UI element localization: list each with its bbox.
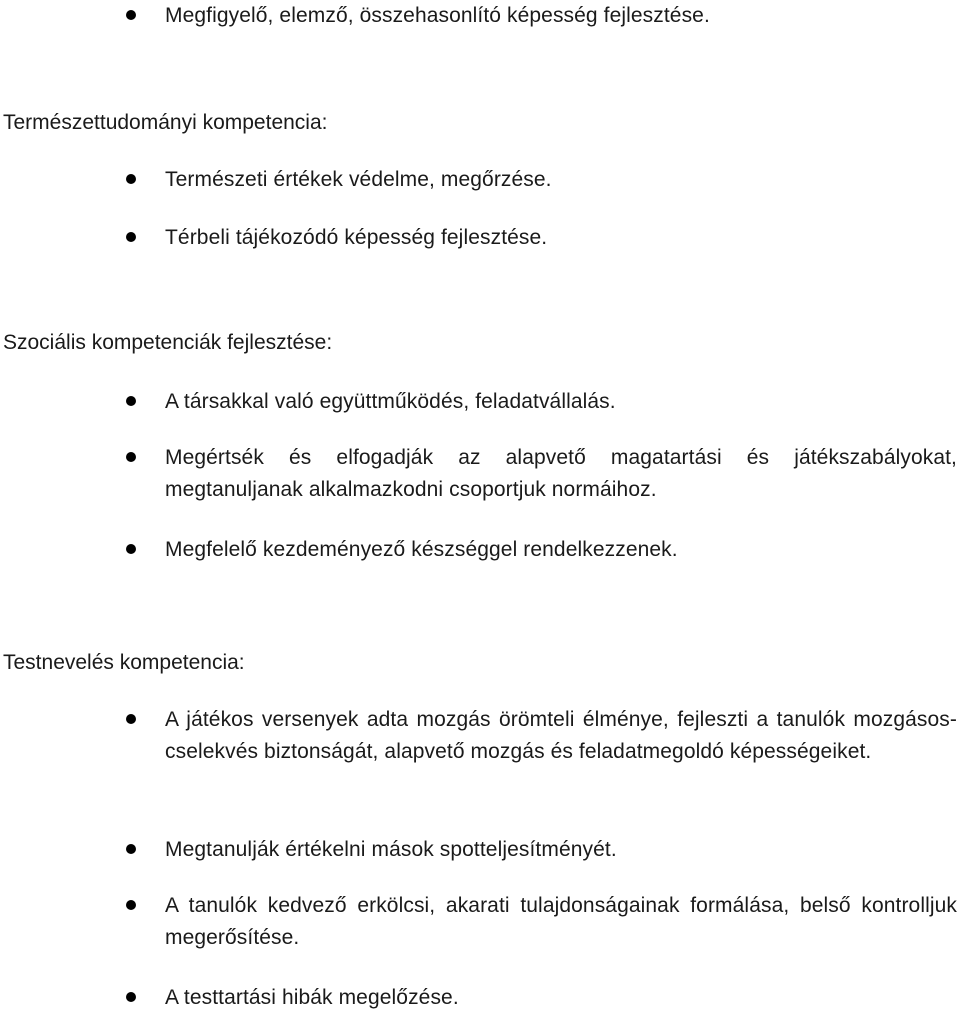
bullet-icon <box>126 714 136 724</box>
section-heading-physical-education: Testnevelés kompetencia: <box>3 651 245 674</box>
list-item-text: Természeti értékek védelme, megőrzése. <box>165 168 552 191</box>
bullet-icon <box>126 900 136 910</box>
list-item-text: Térbeli tájékozódó képesség fejlesztése. <box>165 226 548 249</box>
bullet-icon <box>126 174 136 184</box>
bullet-icon <box>126 396 136 406</box>
list-item-text: Megfelelő kezdeményező készséggel rendelkezzenek. <box>165 538 678 561</box>
list-item-text: Megfigyelő, elemző, összehasonlító képesség fejlesztése. <box>165 4 710 27</box>
list-item-text: Megértsék és elfogadják az alapvető magatartási és játékszabályokat, megtanuljanak alkalmazkodni csoportjuk normáihoz. <box>165 446 957 501</box>
bullet-icon <box>126 544 136 554</box>
bullet-icon <box>126 844 136 854</box>
bullet-icon <box>126 10 136 20</box>
bullet-icon <box>126 992 136 1002</box>
section-heading-natural-science: Természettudományi kompetencia: <box>3 111 328 134</box>
bullet-icon <box>126 232 136 242</box>
list-item-text: A játékos versenyek adta mozgás örömteli élménye, fejleszti a tanulók mozgásos-cselekvés biztonságát, alapvető mozgás és feladatmegoldó képességeiket. <box>165 708 957 763</box>
list-item-text: A társakkal való együttműködés, feladatvállalás. <box>165 390 616 413</box>
list-item-text: A tanulók kedvező erkölcsi, akarati tulajdonságainak formálása, belső kontrolljuk megerősítése. <box>165 894 957 949</box>
bullet-icon <box>126 452 136 462</box>
list-item-text: Megtanulják értékelni mások spotteljesítményét. <box>165 838 617 861</box>
section-heading-social: Szociális kompetenciák fejlesztése: <box>3 331 333 354</box>
list-item-text: A testtartási hibák megelőzése. <box>165 986 459 1009</box>
